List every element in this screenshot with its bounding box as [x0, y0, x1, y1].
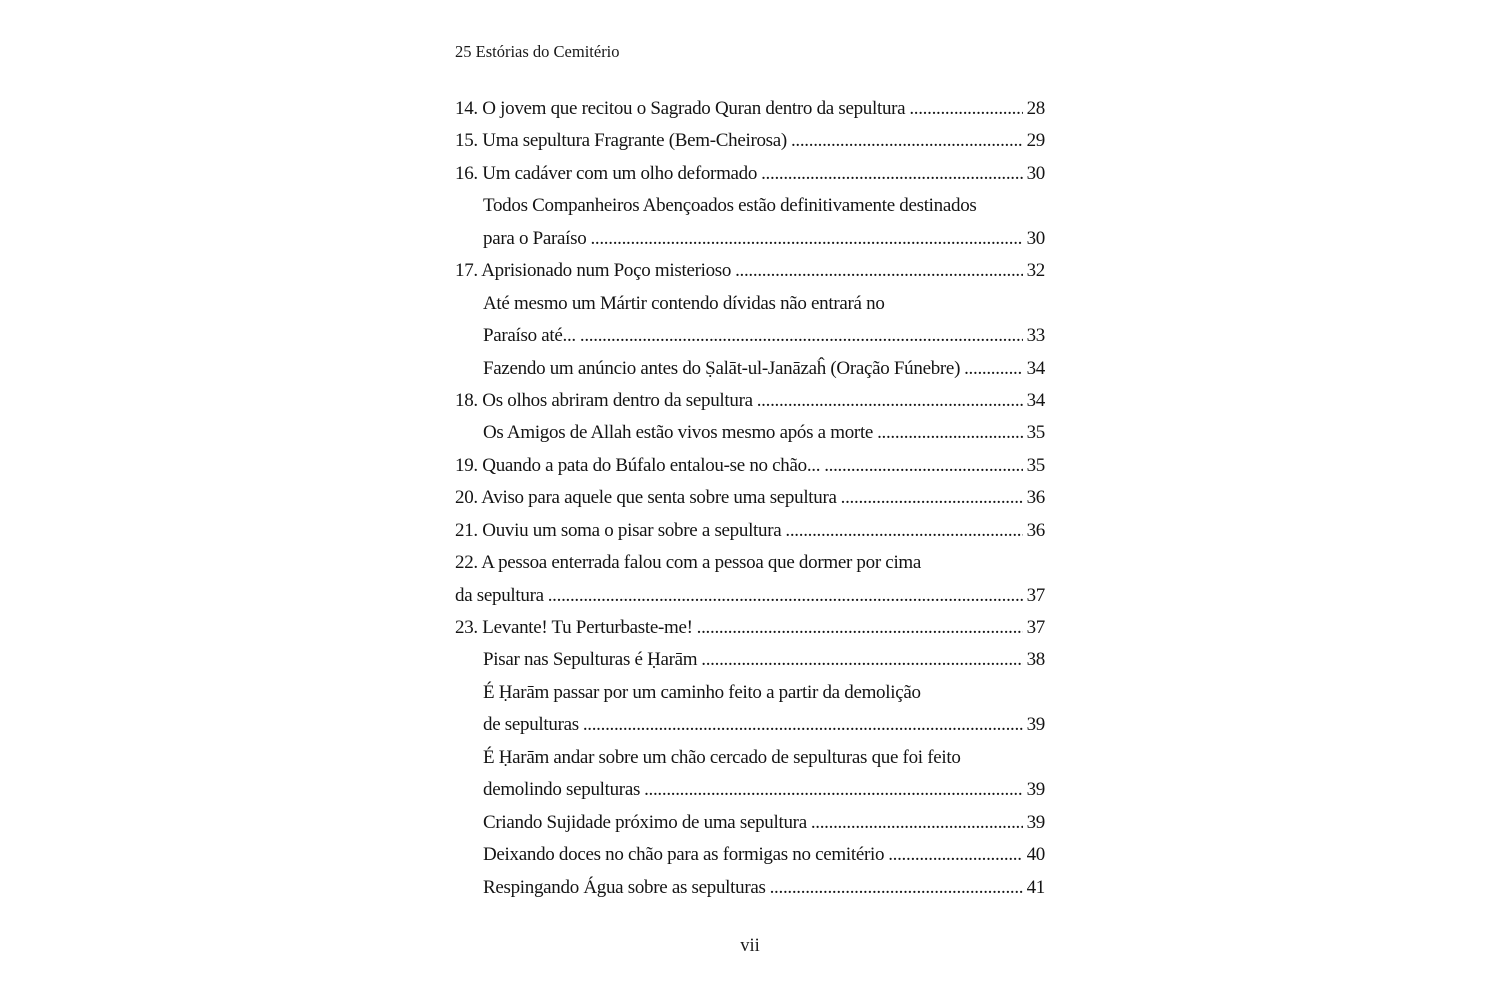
toc-entry-text: É Ḥarām andar sobre um chão cercado de sepulturas que foi feito: [483, 746, 961, 768]
dotted-leader: [841, 482, 1023, 514]
toc-line: [455, 677, 1045, 709]
toc-entry-text: É Ḥarām passar por um caminho feito a partir da demolição: [483, 681, 921, 703]
toc-page-number: 40: [1026, 844, 1045, 866]
dotted-leader: [877, 417, 1023, 449]
dotted-leader: [583, 709, 1023, 741]
toc-entry-text: demolindo sepulturas: [483, 779, 641, 801]
toc-line: [455, 320, 1045, 352]
toc-line: [455, 644, 1045, 676]
toc-page-number: 35: [1026, 422, 1045, 444]
toc-line: [455, 417, 1045, 449]
toc-line: [455, 288, 1045, 320]
toc-page-number: 41: [1026, 876, 1045, 898]
toc-page-number: 37: [1026, 617, 1045, 638]
toc-line: [455, 385, 1045, 417]
toc-page-number: 39: [1026, 714, 1045, 736]
toc-line: [455, 547, 1045, 579]
toc-entry-text: Os Amigos de Allah estão vivos mesmo após a morte: [483, 422, 874, 444]
dotted-leader: [824, 450, 1022, 482]
toc-page-number: 28: [1026, 98, 1045, 119]
toc-entry-text: Pisar nas Sepulturas é Ḥarām: [483, 649, 698, 671]
toc-line: [455, 93, 1045, 125]
toc-page-number: 30: [1026, 162, 1045, 184]
toc-page-number: 33: [1026, 325, 1045, 347]
dotted-leader: [757, 385, 1023, 417]
toc-line: [455, 612, 1045, 644]
toc-line: [455, 774, 1045, 806]
dotted-leader: [909, 93, 1022, 125]
toc-page-number: 39: [1026, 779, 1045, 801]
dotted-leader: [791, 125, 1023, 157]
toc-line: [455, 839, 1045, 871]
toc-line: [455, 709, 1045, 741]
toc-line: [455, 158, 1045, 190]
toc-entry-text: 18. Os olhos abriram dentro da sepultura: [455, 389, 753, 411]
dotted-leader: [811, 807, 1023, 839]
dotted-leader: [761, 158, 1023, 190]
toc-entry-text: da sepultura: [455, 584, 544, 606]
toc-page-number: 35: [1026, 454, 1045, 476]
dotted-leader: [770, 872, 1023, 904]
toc-line: [455, 125, 1045, 157]
dotted-leader: [701, 644, 1022, 676]
toc-entry-text: Paraíso até...: [483, 325, 576, 347]
toc-line: [455, 872, 1045, 904]
toc-line: [455, 580, 1045, 612]
toc-entry-text: Todos Companheiros Abençoados estão definitivamente destinados: [483, 195, 977, 217]
toc-entry-text: 19. Quando a pata do Búfalo entalou-se no chão...: [455, 454, 821, 476]
toc-entry-text: 22. A pessoa enterrada falou com a pessoa que dormer por cima: [455, 552, 922, 574]
toc-page-number: 32: [1026, 260, 1045, 282]
toc-entry-text: 16. Um cadáver com um olho deformado: [455, 162, 758, 184]
toc-line: [455, 190, 1045, 222]
toc-entry-text: Fazendo um anúncio antes do Ṣalāt-ul-Janāzaĥ (Oração Fúnebre): [483, 357, 961, 379]
toc-line: [455, 353, 1045, 385]
dotted-leader: [888, 839, 1022, 871]
running-header: 25 Estórias do Cemitério: [455, 42, 620, 61]
toc-entry-text: 14. O jovem que recitou o Sagrado Quran dentro da sepultura: [455, 98, 906, 119]
toc-line: [455, 223, 1045, 255]
dotted-leader: [590, 223, 1022, 255]
dotted-leader: [697, 612, 1023, 644]
toc-page-number: 36: [1026, 487, 1045, 509]
toc-entry-text: Deixando doces no chão para as formigas no cemitério: [483, 844, 885, 866]
dotted-leader: [964, 353, 1023, 385]
toc-line: [455, 450, 1045, 482]
toc-entry-text: para o Paraíso: [483, 227, 587, 249]
toc-entry-text: Criando Sujidade próximo de uma sepultura: [483, 811, 807, 833]
table-of-contents: [455, 93, 1045, 904]
toc-line: [455, 482, 1045, 514]
toc-entry-text: 21. Ouviu um soma o pisar sobre a sepultura: [455, 519, 782, 541]
toc-entry-text: 17. Aprisionado num Poço misterioso: [455, 260, 732, 282]
toc-entry-text: Até mesmo um Mártir contendo dívidas não entrará no: [483, 292, 885, 314]
toc-entry-text: 15. Uma sepultura Fragrante (Bem-Cheirosa): [455, 130, 787, 152]
dotted-leader: [580, 320, 1023, 352]
toc-entry-text: de sepulturas: [483, 714, 579, 736]
toc-page-number: 34: [1026, 389, 1045, 411]
page-number-footer: vii: [740, 936, 760, 956]
dotted-leader: [644, 774, 1023, 806]
dotted-leader: [735, 255, 1023, 287]
toc-page-number: 37: [1026, 584, 1045, 606]
toc-entry-text: 20. Aviso para aquele que senta sobre uma sepultura: [455, 487, 837, 509]
toc-page-number: 36: [1026, 519, 1045, 541]
toc-page-number: 38: [1026, 649, 1045, 671]
toc-page-number: 39: [1026, 811, 1045, 833]
toc-line: [455, 255, 1045, 287]
toc-line: [455, 742, 1045, 774]
toc-entry-text: 23. Levante! Tu Perturbaste-me!: [455, 617, 693, 638]
toc-page-number: 34: [1026, 357, 1045, 379]
dotted-leader: [548, 580, 1023, 612]
toc-line: [455, 515, 1045, 547]
toc-page-number: 30: [1026, 227, 1045, 249]
toc-line: [455, 807, 1045, 839]
toc-page-number: 29: [1026, 130, 1045, 152]
dotted-leader: [785, 515, 1022, 547]
toc-entry-text: Respingando Água sobre as sepulturas: [483, 876, 766, 898]
